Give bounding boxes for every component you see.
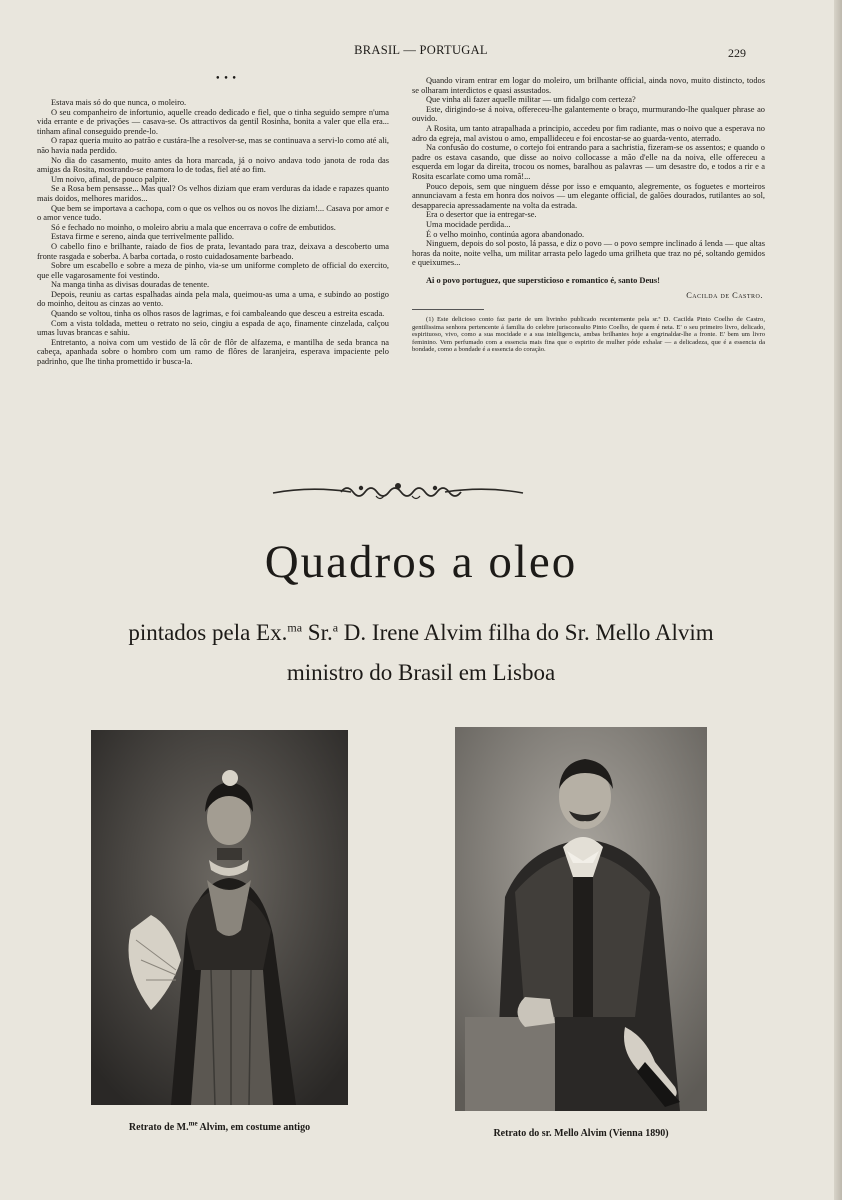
story-left-paragraph: Na manga tinha as divisas douradas de tenente.: [51, 280, 210, 290]
story-right-paragraph: Este, dirigindo-se á noiva, offereceu-lhe galantemente o braço, murmurando-lhe qualquer phrase ao ouvido.: [412, 104, 765, 124]
story-left-paragraph: Um noivo, afinal, de pouco palpite.: [51, 174, 170, 184]
portrait-man-image: [455, 727, 707, 1111]
section-dots: • • •: [215, 74, 237, 84]
closing-line: Ai o povo portuguez, que supersticioso e romantico é, santo Deus!: [426, 275, 660, 285]
running-head: BRASIL — PORTUGAL: [354, 43, 488, 57]
page-edge: [834, 0, 842, 1200]
story-left-paragraph: Entretanto, a noiva com um vestido de lã côr de flôr de alfazema, e mantilha de seda branca na cabeça, apanhada sobre o hombro com um ramo de flôres de laranjeira, esperava impaciente pelo padrinho, que lhe tinha promettido ir busca-la.: [37, 337, 389, 367]
story-left-paragraph: Com a vista toldada, metteu o retrato no seio, cingiu a espada de aço, finamente cinzelada, calçou umas luvas brancas e sahiu.: [37, 318, 389, 338]
portrait-mme-alvim: [91, 730, 348, 1105]
caption-part: Alvim, em costume antigo: [197, 1122, 311, 1133]
story-left-paragraph: O cabello fino e brilhante, raiado de fios de prata, levantado para traz, deixava a descoberto uma fronte rasgada e soberba. A barba cortada, o rosto cuidadosamente barbeado.: [37, 241, 389, 261]
caption-sup: me: [188, 1119, 198, 1128]
story-right-paragraph: Uma mocidade perdida...: [426, 219, 511, 229]
page-number: 229: [728, 46, 746, 60]
story-left-paragraph: O seu companheiro de infortunio, aquelle creado dedicado e fiel, que o tinha seguido sempre n'uma vida errante e de privações — casava-se. Os attractivos da gentil Rosinha, bonita a valer que ella era... tinham afinal conseguido prende-lo.: [37, 107, 389, 136]
story-right-paragraph: Pouco depois, sem que ninguem désse por isso e emquanto, alegremente, os foguetes e morteiros annunciavam a festa em honra dos noivos — um elegante official, de galões dourados, rutilantes ao sol, desapparecia apressadamente na volta da estrada.: [412, 181, 765, 210]
portrait-caption-woman: [91, 1119, 348, 1133]
story-column-left: [37, 98, 389, 367]
story-right-paragraph: A Rosita, um tanto atrapalhada a principio, accedeu por fim radiante, mas o noivo que a esperava no adro da egreja, mal avistou o amo, empallideceu e foi encostar-se ao guarda-vento, aterrado.: [412, 123, 765, 143]
feature-subtitle-line2: ministro do Brasil em Lisboa: [286, 660, 556, 685]
story-left-paragraph: No dia do casamento, muito antes da hora marcada, já o noivo andava todo janota de roda das amigas da Rosita, mostrando-se enamora lo de todas, fiel até ao fim.: [37, 155, 389, 175]
story-left-paragraph: Sobre um escabello e sobre a meza de pinho, via-se um uniforme completo de official do exercito, que elle vagarosamente foi vestindo.: [37, 261, 389, 280]
story-left-paragraph: Estava mais só do que nunca, o moleiro.: [51, 98, 187, 107]
portrait-woman-image: [91, 730, 348, 1105]
portrait-mello-alvim: [455, 727, 707, 1111]
subtitle-part: Sr.: [302, 620, 333, 645]
caption-part: Retrato de M.: [128, 1122, 189, 1133]
story-left-paragraph: Depois, reuniu as cartas espalhadas ainda pela mala, queimou-as uma a uma, e subindo ao postigo do moinho, deitou as cinzas ao vento.: [37, 289, 389, 309]
subtitle-sup: a: [332, 620, 339, 635]
story-left-paragraph: Se a Rosa bem pensasse... Mas qual? Os velhos diziam que eram verduras da idade e rapazes quanto mais doidos, melhores maridos...: [37, 184, 389, 203]
feature-title: Quadros a oleo: [264, 536, 578, 588]
subtitle-part: D. Irene Alvim filha do Sr. Mello Alvim: [338, 620, 714, 645]
story-right-paragraph: Na confusão do costume, o cortejo foi entrando para a sachristia, fizeram-se os assentos; e quando o padre os estava casando, que disse ao noivo collocasse a mão d'elle na da noiva, elle offereceu a esquerda em logar da direita, trocou os nomes, baralhou as palavras — um desastre do, e todos a rir e a Rosita escarlate como uma romã!...: [412, 143, 765, 181]
story-right-paragraph: Quando viram entrar em logar do moleiro, um brilhante official, ainda novo, muito distincto, todos se olharam interdictos e quasi assustados.: [412, 76, 765, 95]
story-right-paragraph: Era o desertor que ia entregar-se.: [426, 210, 537, 220]
story-column-right: [412, 76, 765, 354]
footnote-rule: [412, 309, 484, 310]
subtitle-sup: ma: [287, 620, 303, 635]
story-left-paragraph: Que bem se importava a cachopa, com o que os velhos ou os novos lhe diziam!... Casava por amor e o amor vence tudo.: [37, 203, 389, 223]
footnote: (1) Este delicioso conto faz parte de um livrinho publicado recentemente pela sr.ª D. Cacilda Pinto Coelho de Castro, gentilissima senhora pertencente á familia do celebre jurisconsulto Pinto Coelho, de quem é neta. E' o seu primeiro livro, delicado, espirituoso, vivo, como a sua mocidade e a sua intelligencia, ambas brilhantes hoje a engrinaldar-lhe a fronte. E' bem um livro feminino. Vem perfumado com a essencia mais fina que o espirito de mulher póde exhalar — a delicadeza, que é a essencia da bondade, como a bondade é a essencia do coração.: [412, 316, 765, 354]
subtitle-part: pintados pela Ex.: [128, 620, 288, 645]
story-left-paragraph: O rapaz queria muito ao patrão e custára-lhe a resolver-se, mas se continuava a servi-lo como até ali, não havia nada perdido.: [37, 136, 389, 155]
decorative-ornament: [271, 478, 525, 504]
author-signature: Cacilda de Castro.: [686, 291, 763, 301]
story-paragraphs-right: [412, 76, 765, 268]
story-right-paragraph: Que vinha ali fazer aquelle militar — um fidalgo com certeza?: [426, 95, 636, 105]
story-left-paragraph: Quando se voltou, tinha os olhos rasos de lagrimas, e foi cambaleando que desceu a estreita escada.: [51, 309, 385, 319]
portrait-caption-man: Retrato do sr. Mello Alvim (Vienna 1890): [493, 1128, 669, 1139]
feature-subtitle-line1: [0, 620, 842, 646]
story-left-paragraph: Estava firme e sereno, ainda que terrivelmente pallido.: [51, 232, 235, 242]
story-left-paragraph: Só e fechado no moinho, o moleiro abriu a mala que encerrava o cofre de embutidos.: [51, 222, 336, 232]
story-right-paragraph: É o velho moinho, continúa agora abandonado.: [426, 229, 585, 239]
story-right-paragraph: Ninguem, depois do sol posto, lá passa, e diz o povo — o povo sempre inclinado á lenda — que altas horas da noite, noite velha, um militar arrasta pelo lagedo uma grilheta que traz no pé, soltando gemidos e queixumes...: [412, 239, 765, 268]
